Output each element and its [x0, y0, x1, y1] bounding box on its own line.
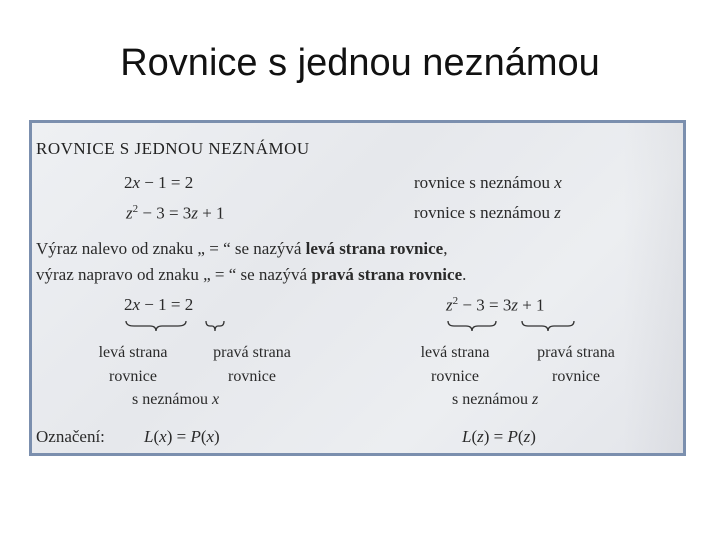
notation-x: L(x) = P(x) [144, 427, 220, 446]
scanned-textbook-box [29, 120, 686, 456]
label-left-side-z: levá strana rovnice [420, 344, 490, 385]
example-equation-x: 2x − 1 = 2 [124, 295, 194, 314]
definition-left-side: Výraz nalevo od znaku „ = “ se nazývá levá strana rovnice, [36, 239, 448, 258]
brace-left-x [124, 319, 188, 333]
slide-title: Rovnice s jednou neznámou [120, 42, 600, 84]
equation-z-description: rovnice s neznámou z [414, 203, 561, 222]
label-unknown-z: s neznámou z [452, 391, 539, 408]
equation-x: 2x − 1 = 2 [124, 173, 194, 192]
scan-shadow [623, 123, 683, 453]
equation-x-description: rovnice s neznámou x [414, 173, 562, 192]
label-unknown-x: s neznámou x [132, 391, 220, 408]
brace-right-z [520, 319, 576, 333]
notation-label: Označení: [36, 427, 105, 446]
label-right-side-x: pravá strana rovnice [213, 344, 291, 385]
label-right-side-z: pravá strana rovnice [537, 344, 615, 385]
brace-left-z [446, 319, 498, 333]
brace-right-x [204, 319, 226, 333]
label-left-side-x: levá strana rovnice [98, 344, 168, 385]
box-heading: ROVNICE S JEDNOU NEZNÁMOU [36, 139, 310, 158]
definition-right-side: výraz napravo od znaku „ = “ se nazývá pravá strana rovnice. [36, 265, 467, 284]
equation-z: $z^2 - 3 = 3z + 1$ [126, 203, 225, 223]
example-equation-z: $z^2 - 3 = 3z + 1$ [446, 295, 545, 315]
notation-z: L(z) = P(z) [462, 427, 536, 446]
